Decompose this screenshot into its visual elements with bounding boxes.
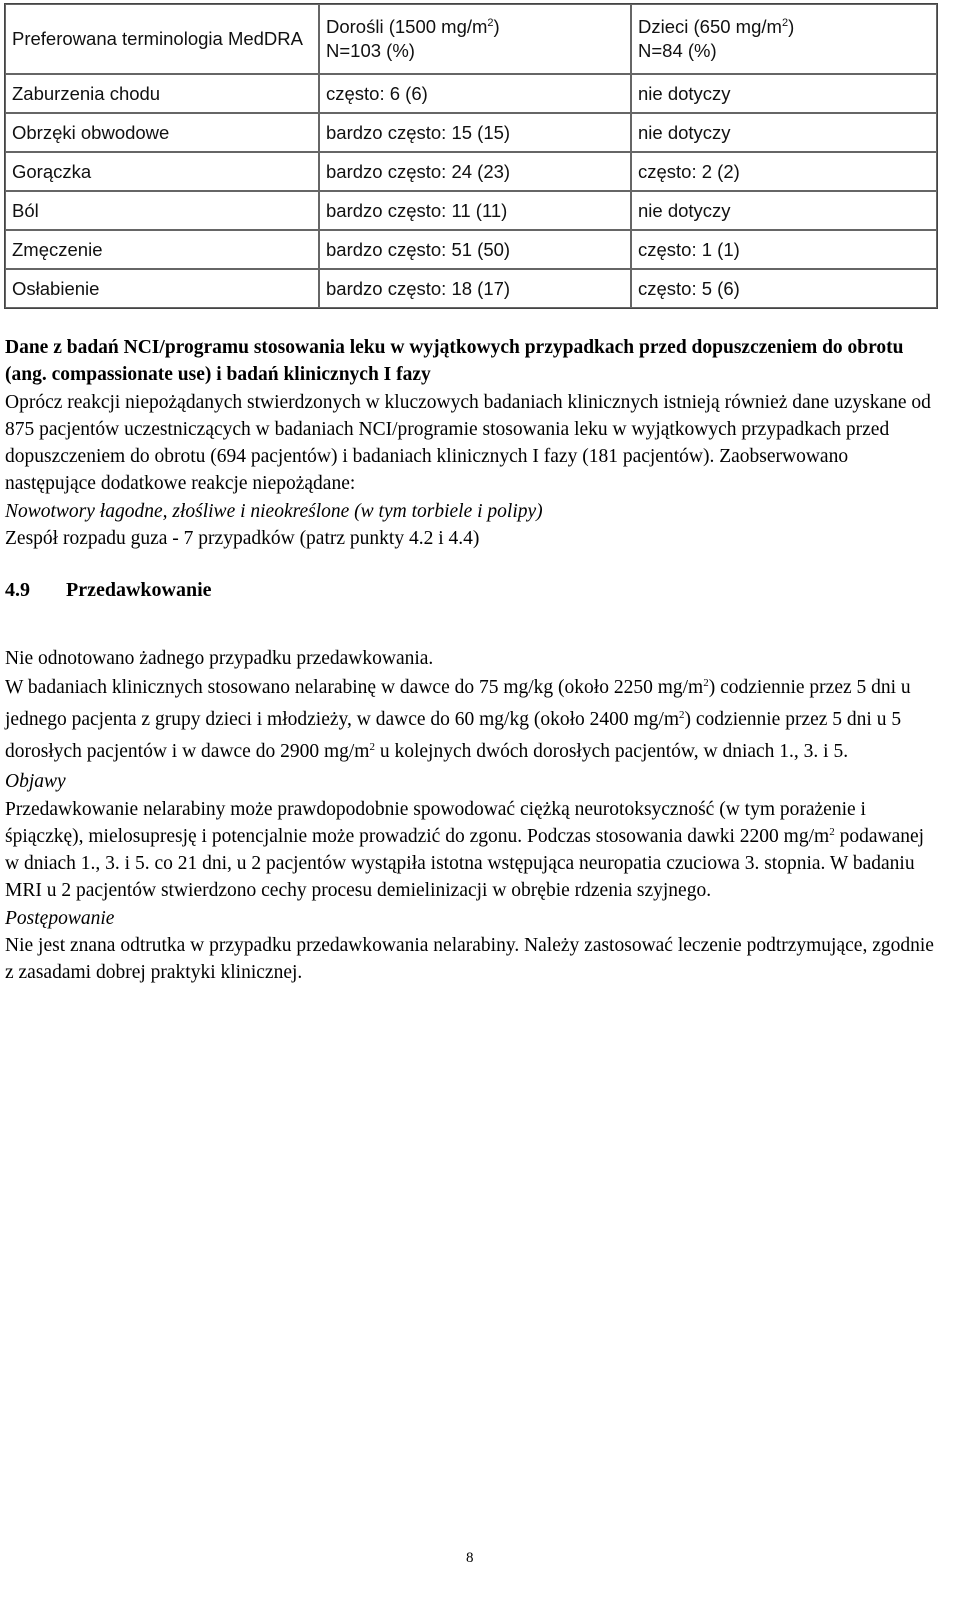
header-term-label: Preferowana terminologia MedDRA [12,28,303,49]
cell-term: Ból [5,191,319,230]
para1-text-3: ) codziennie przez 5 dni u 5 dorosłych pacjentów i w dawce do 2900 mg/m [5,709,902,763]
management-para: Nie jest znana odtrutka w przypadku przedawkowania nelarabiny. Należy zastosować leczenie podtrzymujące, zgodnie z zasadami dobrej praktyki klinicznej. [5,935,934,984]
page-number: 8 [466,1550,474,1566]
section-number: 4.9 [5,579,30,601]
table-header-row [5,4,937,74]
overdose-intro: Nie odnotowano żadnego przypadku przedawkowania. [5,648,434,669]
adverse-reactions-table [4,3,938,309]
header-adults-n: N=103 (%) [326,40,415,61]
overdose-clinical-para [5,672,940,768]
nci-body: Oprócz reakcji niepożądanych stwierdzonych w kluczowych badaniach klinicznych istnieją również dane uzyskane od 875 pacjentów uczestniczących w badaniach NCI/programie stosowania leku w wyjątkowych przypadkach przed dopuszczeniem do obrotu (694 pacjentów) i badaniach klinicznych I fazy (181 pacjentów). Zaobserwowano następujące dodatkowe reakcje niepożądane: [5,391,931,495]
cell-adults: bardzo często: 18 (17) [319,269,631,308]
header-children-close: ) [788,16,795,37]
header-adults-label: Dorośli (1500 mg/m [326,16,488,37]
table-row [5,230,937,269]
cell-children: nie dotyczy [631,113,937,152]
nci-section [5,334,940,552]
cell-term: Osłabienie [5,269,319,308]
header-adults-close: ) [493,16,500,37]
para1-text-4: u kolejnych dwóch dorosłych pacjentów, w dniach 1., 3. i 5. [374,741,849,763]
cell-adults: bardzo często: 51 (50) [319,230,631,269]
cell-adults: bardzo często: 24 (23) [319,152,631,191]
cell-children: często: 1 (1) [631,230,937,269]
para1-text-2: ) codziennie przez 5 dni u jednego pacjenta z grupy dzieci i młodzieży, w dawce do 60 mg/kg (około 2400 mg/m [5,677,911,731]
overdose-section [5,645,940,987]
cell-term: Obrzęki obwodowe [5,113,319,152]
symptoms-text-1: Przedawkowanie nelarabiny może prawdopodobnie spowodować ciężką neurotoksyczność (w tym porażenie i śpiączkę), mielosupresję i potencjalnie może prowadzić do zgonu. Podczas stosowania dawki 2200 mg/m [5,798,866,847]
nci-heading: Dane z badań NCI/programu stosowania leku w wyjątkowych przypadkach przed dopuszczeniem do obrotu (ang. compassionate use) i badań klinicznych I fazy [5,337,904,386]
cell-adults: bardzo często: 11 (11) [319,191,631,230]
cell-children: nie dotyczy [631,74,937,113]
table-row [5,113,937,152]
table-row [5,269,937,308]
header-term [5,4,319,74]
cell-term: Gorączka [5,152,319,191]
cell-children: nie dotyczy [631,191,937,230]
symptoms-para [5,796,940,905]
header-adults-sup: 2 [487,17,494,29]
management-heading: Postępowanie [5,907,115,929]
para1-text-1: W badaniach klinicznych stosowano nelarabinę w dawce do 75 mg/kg (około 2250 mg/m [5,677,704,699]
table-row [5,74,937,113]
cell-adults: często: 6 (6) [319,74,631,113]
nci-item: Zespół rozpadu guza - 7 przypadków (patrz punkty 4.2 i 4.4) [5,528,480,550]
cell-children: często: 5 (6) [631,269,937,308]
header-children [631,4,937,74]
header-children-label: Dzieci (650 mg/m [638,16,782,37]
section-title: Przedawkowanie [66,579,212,601]
cell-term: Zmęczenie [5,230,319,269]
cell-term: Zaburzenia chodu [5,74,319,113]
cell-children: często: 2 (2) [631,152,937,191]
symptoms-sup: 2 [829,825,835,838]
header-children-n: N=84 (%) [638,40,717,61]
header-adults [319,4,631,74]
para1-sup-3: 2 [369,741,375,754]
cell-adults: bardzo często: 15 (15) [319,113,631,152]
para1-sup-2: 2 [679,709,685,722]
nci-category: Nowotwory łagodne, złośliwe i nieokreślone (w tym torbiele i polipy) [5,500,543,522]
symptoms-text-2: podawanej w dniach 1., 3. i 5. co 21 dni, u 2 pacjentów wystąpiła istotna wstępująca neuropatia czuciowa 3. stopnia. W badaniu MRI u 2 pacjentów stwierdzono cechy procesu demielinizacji w obrębie rdzenia szyjnego. [5,825,925,902]
symptoms-heading: Objawy [5,771,66,793]
section-heading [5,579,212,602]
table-row [5,152,937,191]
table-row [5,191,937,230]
para1-sup-1: 2 [703,677,709,690]
header-children-sup: 2 [781,17,789,29]
